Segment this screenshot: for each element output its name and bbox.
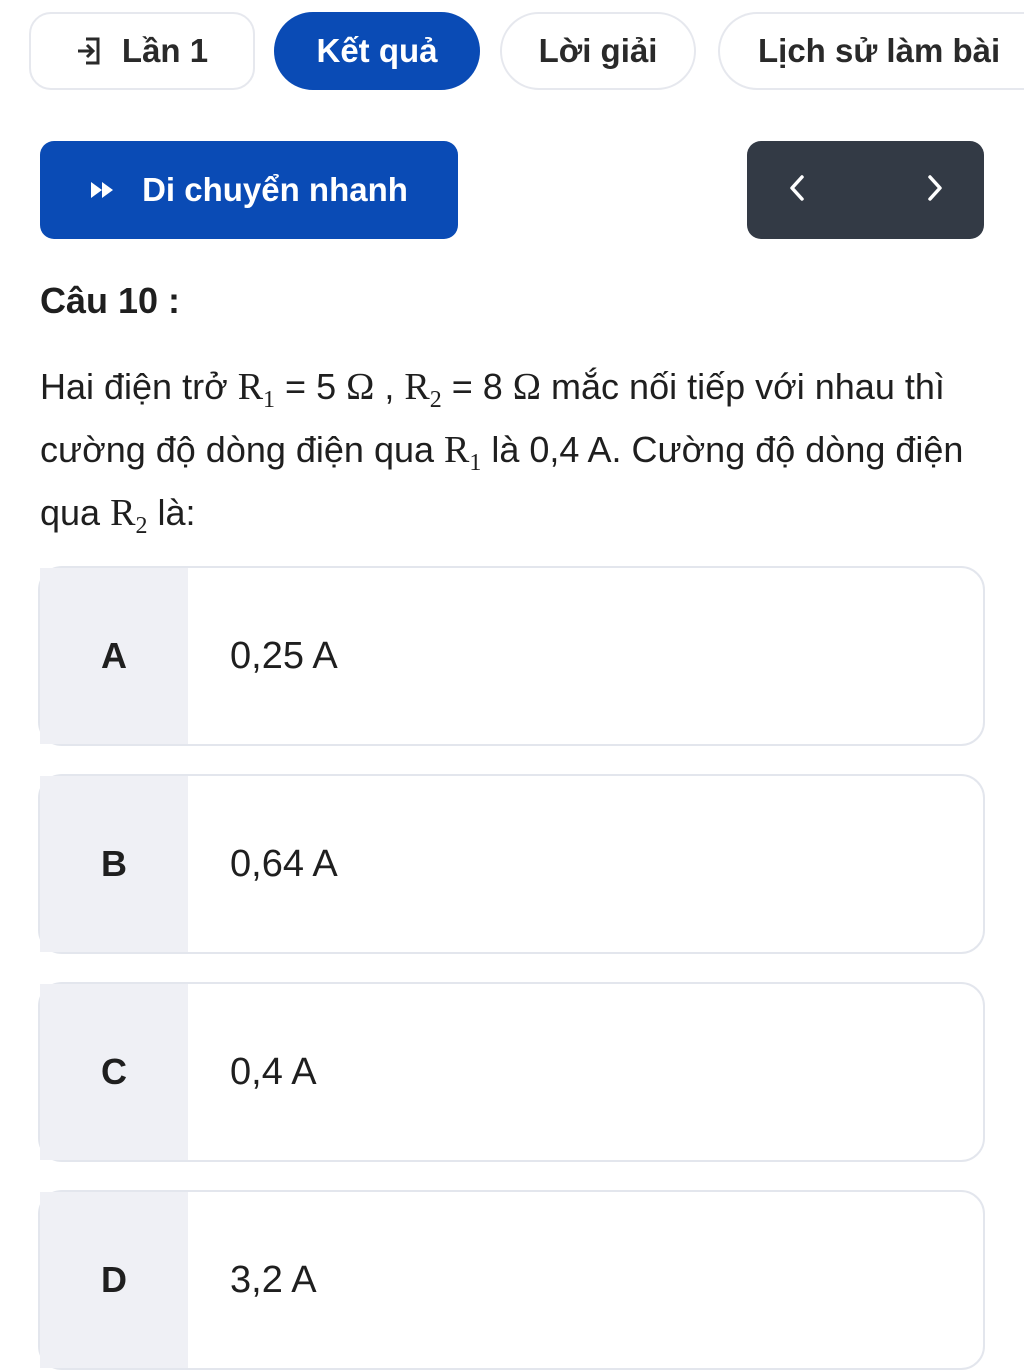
fast-forward-icon — [90, 181, 116, 199]
question-title: Câu 10 : — [40, 280, 181, 321]
next-question-button[interactable] — [895, 141, 975, 239]
question-pager — [747, 141, 984, 239]
option-letter: D — [40, 1192, 188, 1368]
question-text: Hai điện trở $R_1 = 5$ Ω , $R_2 = 8$ Ω mắc nối tiếp với nhau thì cường độ dòng điện qua $R_1$ là 0,4 A. Cường độ dòng điện qua $R_2$ là: — [40, 366, 964, 539]
chevron-left-icon — [787, 173, 807, 208]
option-letter: C — [40, 984, 188, 1160]
option-text: 0,25 A — [230, 634, 338, 677]
option-text: 0,64 A — [230, 842, 338, 885]
login-icon — [76, 36, 102, 66]
tab-result[interactable] — [274, 12, 480, 90]
quick-move-button[interactable] — [40, 141, 458, 239]
option-letter: A — [40, 568, 188, 744]
quick-move-label: Di chuyển nhanh — [142, 171, 408, 208]
chevron-right-icon — [925, 173, 945, 208]
tab-solution-label: Lời giải — [538, 32, 658, 69]
tab-attempt-label: Lần 1 — [121, 32, 209, 69]
tab-history-label: Lịch sử làm bài — [758, 32, 1001, 69]
tab-history[interactable] — [718, 12, 1024, 90]
option-b[interactable] — [38, 774, 985, 954]
option-letter: B — [40, 776, 188, 952]
option-text: 0,4 A — [230, 1050, 317, 1093]
tab-solution[interactable] — [500, 12, 696, 90]
tab-attempt[interactable] — [29, 12, 255, 90]
prev-question-button[interactable] — [757, 141, 837, 239]
option-a[interactable] — [38, 566, 985, 746]
option-text: 3,2 A — [230, 1258, 317, 1301]
tab-result-label: Kết quả — [316, 32, 438, 69]
option-c[interactable] — [38, 982, 985, 1162]
option-d[interactable] — [38, 1190, 985, 1370]
